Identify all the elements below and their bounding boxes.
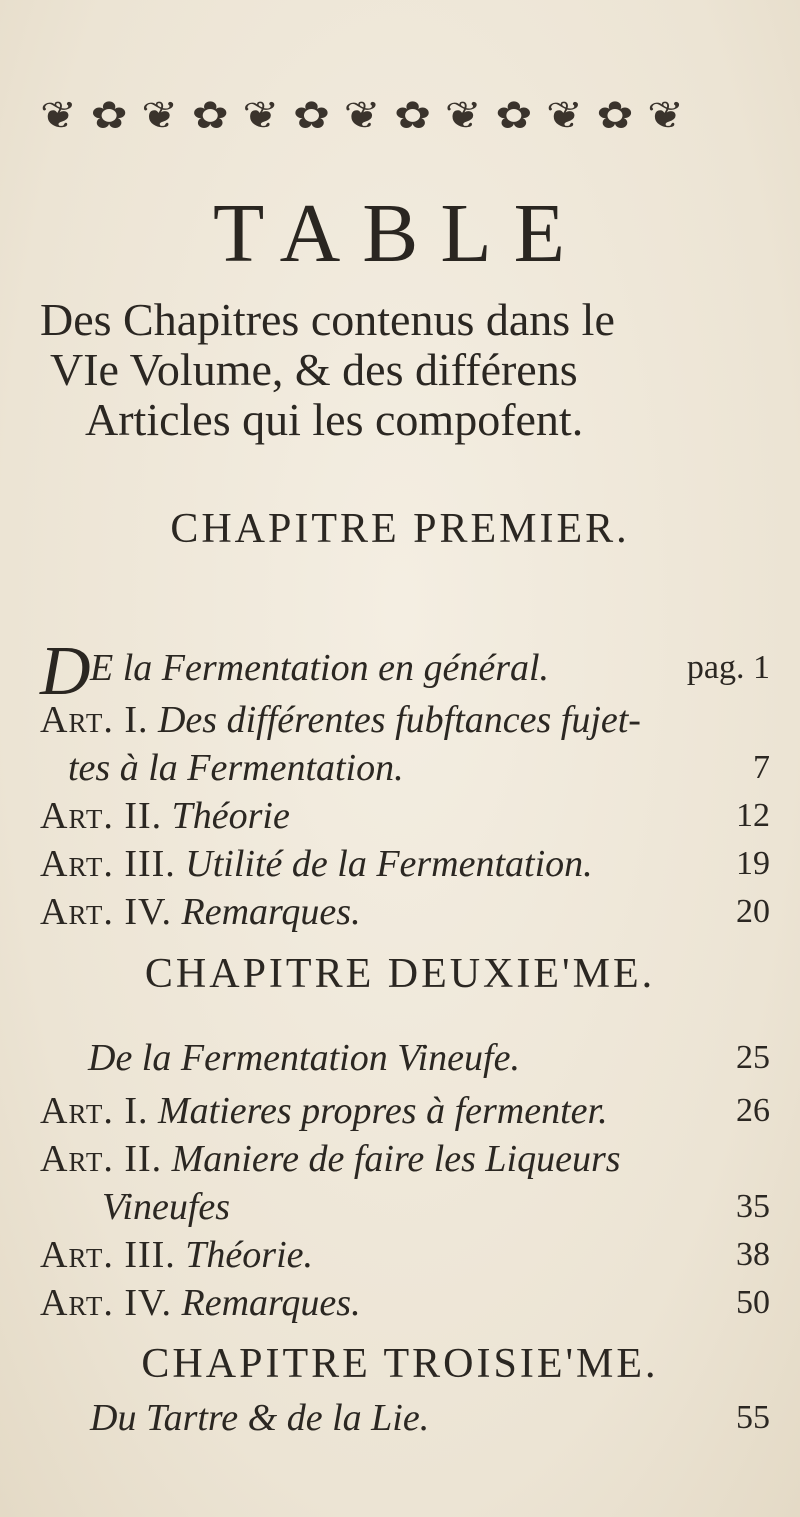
page-number: 50 [736, 1284, 770, 1321]
entry-title: Théorie [171, 795, 290, 837]
article-number: Art. III. [40, 1234, 176, 1276]
entry-title: Utilité de la Fermentation. [185, 843, 593, 885]
entry-title: Vineufes [102, 1186, 231, 1228]
toc-entry [40, 889, 770, 935]
page-number: 55 [736, 1399, 770, 1436]
entry-title: Du Tartre & de la Lie. [90, 1397, 430, 1439]
article-number: Art. IV. [40, 1282, 173, 1324]
entry-title: E la Fermentation en général. [90, 647, 550, 689]
chapter-heading: CHAPITRE TROISIE'ME. [141, 1341, 659, 1387]
toc-entry [40, 841, 770, 887]
drop-cap: D [40, 633, 91, 710]
page-number: pag. 1 [686, 649, 770, 686]
article-number: Art. I. [40, 1090, 149, 1132]
page-number: 19 [736, 845, 770, 882]
toc-entry [40, 1136, 770, 1182]
entry-title: Théorie. [185, 1234, 314, 1276]
toc-entry [40, 793, 770, 839]
entry-title: Matieres propres à fermenter. [157, 1090, 608, 1132]
page-title: TABLE [213, 187, 587, 280]
toc-entry [90, 1395, 770, 1441]
entry-title: De la Fermentation Vineufe. [88, 1037, 520, 1079]
page-number: 25 [736, 1039, 770, 1076]
toc-entry [40, 1280, 770, 1326]
toc-entry [40, 1232, 770, 1278]
page-number: 7 [753, 749, 770, 786]
toc-entry [40, 1088, 770, 1134]
entry-title: Maniere de faire les Liqueurs [171, 1138, 621, 1180]
article-number: Art. IV. [40, 891, 173, 933]
article-number: Art. III. [40, 843, 176, 885]
subtitle-line: Des Chapitres contenus dans le [40, 294, 615, 345]
article-number: Art. I. [40, 699, 149, 741]
page-number: 12 [736, 797, 770, 834]
page-number: 38 [736, 1236, 770, 1273]
toc-entry [90, 645, 770, 691]
entry-title: Remarques. [181, 1282, 361, 1324]
toc-entry [40, 1184, 770, 1230]
fleuron-band-icon: ❦ ✿ ❦ ✿ ❦ ✿ ❦ ✿ ❦ ✿ ❦ ✿ ❦ [40, 93, 680, 137]
article-number: Art. II. [40, 795, 163, 837]
toc-entry [88, 1035, 770, 1081]
chapter-heading: CHAPITRE PREMIER. [170, 506, 630, 552]
entry-title: Remarques. [181, 891, 361, 933]
entry-title: Des différentes fubftances fujet- [157, 699, 641, 741]
page-number: 20 [736, 893, 770, 930]
toc-entry [40, 697, 770, 743]
page-subtitle [40, 295, 780, 445]
article-number: Art. II. [40, 1138, 163, 1180]
chapter-heading: CHAPITRE DEUXIE'ME. [144, 951, 656, 997]
subtitle-line: Articles qui les compofent. [85, 394, 584, 445]
page-number: 35 [736, 1188, 770, 1225]
toc-entry [40, 745, 770, 791]
subtitle-line: VIe Volume, & des différens [50, 344, 578, 395]
page-number: 26 [736, 1092, 770, 1129]
entry-title: tes à la Fermentation. [68, 747, 404, 789]
